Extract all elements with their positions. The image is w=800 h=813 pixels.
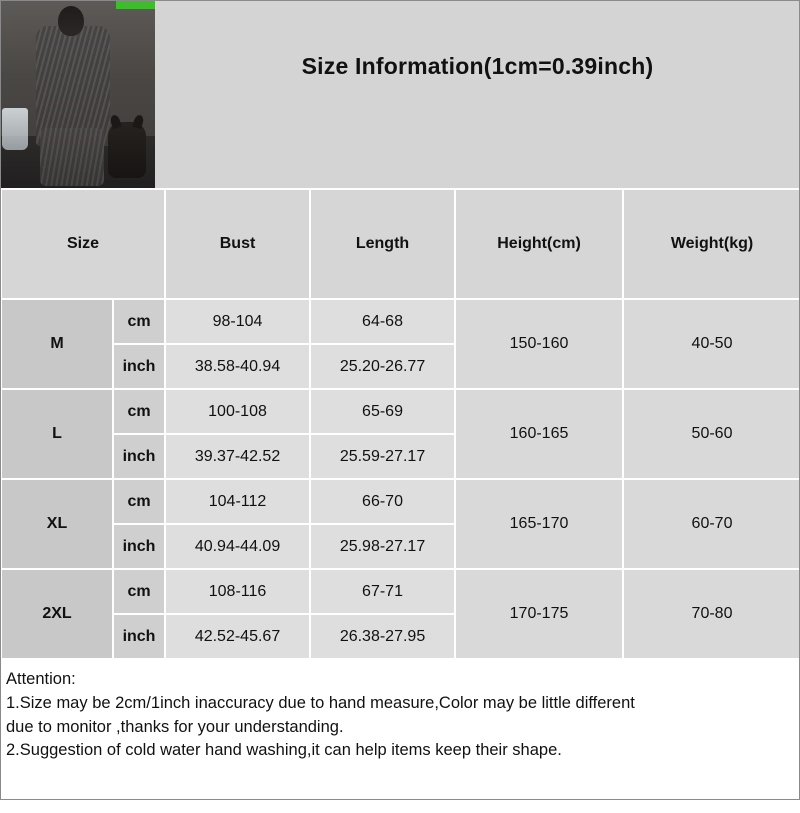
column-header-weight: Weight(kg) [623, 189, 800, 299]
product-photo [0, 0, 155, 188]
cell-size-l: L [1, 389, 113, 479]
cell-unit-2xl-inch: inch [113, 614, 165, 659]
cell-bust-m-inch: 38.58-40.94 [165, 344, 310, 389]
cell-size-m: M [1, 299, 113, 389]
attention-title: Attention: [6, 670, 76, 688]
cell-unit-xl-inch: inch [113, 524, 165, 569]
header-band [0, 0, 800, 188]
attention-line-1b: due to monitor ,thanks for your understanding. [6, 717, 344, 736]
cell-height-m: 150-160 [455, 299, 623, 389]
cell-unit-m-cm: cm [113, 299, 165, 344]
cell-length-m-cm: 64-68 [310, 299, 455, 344]
green-tag [116, 0, 155, 9]
column-header-length: Length [310, 189, 455, 299]
attention-line-2: 2.Suggestion of cold water hand washing,it can help items keep their shape. [6, 741, 562, 760]
size-table [0, 188, 800, 660]
cell-bust-xl-inch: 40.94-44.09 [165, 524, 310, 569]
column-header-size: Size [1, 189, 165, 299]
cell-bust-l-inch: 39.37-42.52 [165, 434, 310, 479]
column-header-height: Height(cm) [455, 189, 623, 299]
cell-length-xl-cm: 66-70 [310, 479, 455, 524]
table-header-row [1, 189, 800, 299]
cell-unit-m-inch: inch [113, 344, 165, 389]
cell-bust-m-cm: 98-104 [165, 299, 310, 344]
cell-weight-l: 50-60 [623, 389, 800, 479]
cell-bust-2xl-inch: 42.52-45.67 [165, 614, 310, 659]
cell-height-l: 160-165 [455, 389, 623, 479]
cell-length-2xl-cm: 67-71 [310, 569, 455, 614]
page-title: Size Information(1cm=0.39inch) [301, 52, 654, 79]
cell-bust-l-cm: 100-108 [165, 389, 310, 434]
table-row [1, 569, 800, 614]
cell-length-xl-inch: 25.98-27.17 [310, 524, 455, 569]
attention-line-1a: 1.Size may be 2cm/1inch inaccuracy due to hand measure,Color may be little different [6, 694, 635, 713]
cell-length-2xl-inch: 26.38-27.95 [310, 614, 455, 659]
cell-length-m-inch: 25.20-26.77 [310, 344, 455, 389]
cell-length-l-cm: 65-69 [310, 389, 455, 434]
dog-icon [108, 122, 146, 178]
model-pants [40, 128, 104, 186]
cell-unit-2xl-cm: cm [113, 569, 165, 614]
cell-unit-l-inch: inch [113, 434, 165, 479]
cell-unit-xl-cm: cm [113, 479, 165, 524]
cell-unit-l-cm: cm [113, 389, 165, 434]
title-area [155, 0, 800, 188]
cell-weight-xl: 60-70 [623, 479, 800, 569]
table-row [1, 479, 800, 524]
cell-bust-2xl-cm: 108-116 [165, 569, 310, 614]
cell-height-xl: 165-170 [455, 479, 623, 569]
table-row [1, 299, 800, 344]
cell-height-2xl: 170-175 [455, 569, 623, 659]
cell-size-2xl: 2XL [1, 569, 113, 659]
cell-weight-2xl: 70-80 [623, 569, 800, 659]
table-row [1, 389, 800, 434]
cell-length-l-inch: 25.59-27.17 [310, 434, 455, 479]
glass-cup [2, 108, 28, 150]
column-header-bust: Bust [165, 189, 310, 299]
bottom-spacer [0, 771, 800, 813]
cell-size-xl: XL [1, 479, 113, 569]
cell-bust-xl-cm: 104-112 [165, 479, 310, 524]
attention-block [0, 660, 800, 771]
cell-weight-m: 40-50 [623, 299, 800, 389]
model-head [58, 6, 84, 36]
